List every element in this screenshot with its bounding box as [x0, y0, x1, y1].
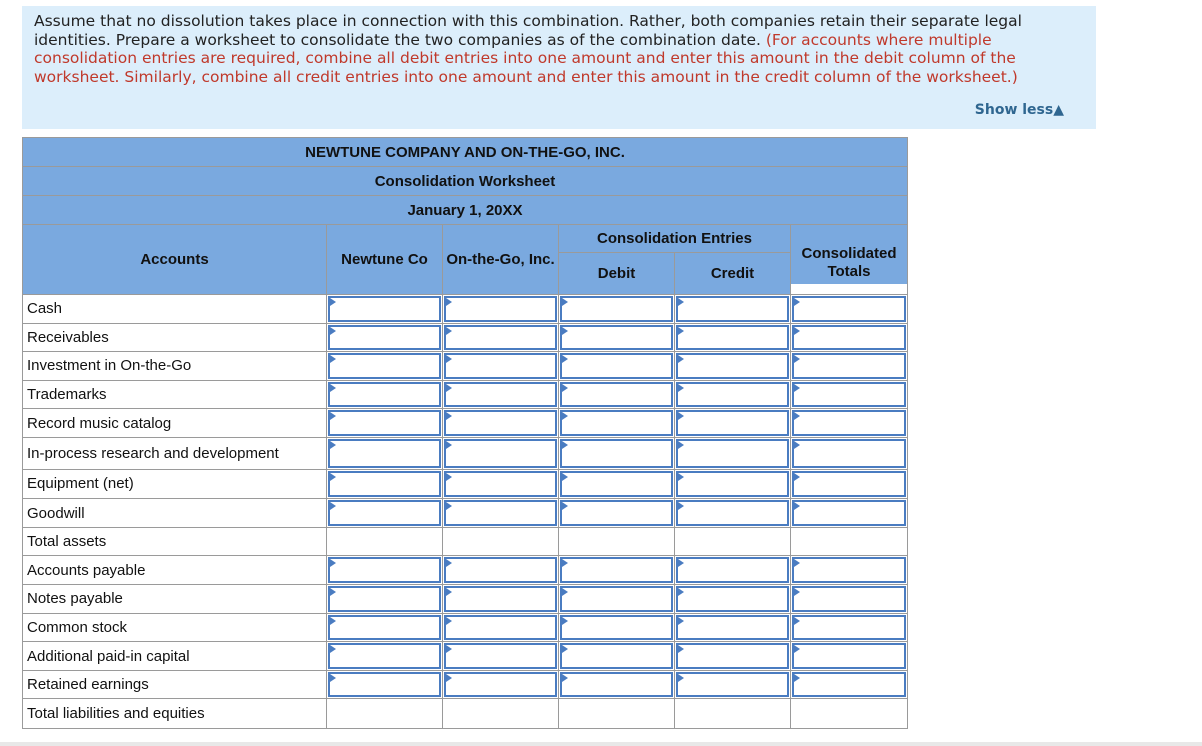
- input-marker-icon: [562, 502, 568, 510]
- newtune-total-cell: [327, 527, 443, 556]
- input-marker-icon: [330, 617, 336, 625]
- onthego-cell: [443, 585, 559, 614]
- consolidated-cell: [791, 295, 908, 324]
- input-marker-icon: [794, 473, 800, 481]
- consolidated-input[interactable]: [792, 471, 906, 498]
- input-marker-icon: [562, 588, 568, 596]
- debit-input[interactable]: [560, 325, 673, 351]
- consolidated-total-cell: [791, 527, 908, 556]
- account-label: Equipment (net): [23, 469, 327, 499]
- worksheet-date: January 1, 20XX: [23, 196, 908, 225]
- debit-cell: [559, 670, 675, 699]
- credit-cell: [675, 323, 791, 352]
- debit-cell: [559, 469, 675, 499]
- newtune-input[interactable]: [328, 586, 441, 612]
- onthego-total-cell: [443, 527, 559, 556]
- credit-total-cell: [675, 527, 791, 556]
- consolidated-input[interactable]: [792, 382, 906, 408]
- worksheet-body: [23, 295, 908, 729]
- credit-column-header: Credit: [675, 253, 791, 295]
- input-marker-icon: [794, 298, 800, 306]
- consolidated-total-cell: [791, 699, 908, 729]
- table-row: [23, 499, 908, 528]
- onthego-total-cell: [443, 699, 559, 729]
- newtune-input[interactable]: [328, 353, 441, 379]
- account-label: Goodwill: [23, 499, 327, 528]
- consolidated-input[interactable]: [792, 325, 906, 351]
- input-marker-icon: [678, 327, 684, 335]
- onthego-input[interactable]: [444, 325, 557, 351]
- credit-cell: [675, 469, 791, 499]
- input-marker-icon: [794, 327, 800, 335]
- consolidated-cell: [791, 585, 908, 614]
- input-marker-icon: [678, 645, 684, 653]
- worksheet-subtitle: Consolidation Worksheet: [23, 167, 908, 196]
- table-row: [23, 409, 908, 438]
- input-marker-icon: [330, 355, 336, 363]
- debit-cell: [559, 380, 675, 409]
- newtune-input[interactable]: [328, 439, 441, 468]
- debit-cell: [559, 437, 675, 469]
- newtune-cell: [327, 469, 443, 499]
- consolidated-cell: [791, 642, 908, 671]
- worksheet-company-title: NEWTUNE COMPANY AND ON-THE-GO, INC.: [23, 138, 908, 167]
- triangle-up-icon: ▲: [1053, 102, 1064, 118]
- input-marker-icon: [678, 298, 684, 306]
- consolidated-input[interactable]: [792, 586, 906, 612]
- onthego-cell: [443, 323, 559, 352]
- account-label: Receivables: [23, 323, 327, 352]
- instructions-panel: [22, 6, 1096, 129]
- onthego-input[interactable]: [444, 586, 557, 612]
- account-label: Retained earnings: [23, 670, 327, 699]
- input-marker-icon: [446, 645, 452, 653]
- table-row: [23, 437, 908, 469]
- input-marker-icon: [562, 559, 568, 567]
- debit-total-cell: [559, 699, 675, 729]
- onthego-cell: [443, 352, 559, 381]
- input-marker-icon: [794, 502, 800, 510]
- consolidated-cell: [791, 556, 908, 585]
- consolidated-cell: [791, 670, 908, 699]
- newtune-input[interactable]: [328, 557, 441, 583]
- input-marker-icon: [330, 588, 336, 596]
- debit-cell: [559, 323, 675, 352]
- input-marker-icon: [446, 384, 452, 392]
- account-label: Total liabilities and equities: [23, 699, 327, 729]
- input-marker-icon: [330, 645, 336, 653]
- table-row: [23, 352, 908, 381]
- account-label: Notes payable: [23, 585, 327, 614]
- onthego-cell: [443, 469, 559, 499]
- newtune-cell: [327, 409, 443, 438]
- instructions-note: (For accounts where multiple consolidation entries are required, combine all debit entries into one amount and enter this amount in the debit column of the worksheet. Similarly, combine all credit entries into one amount and enter this amount in the credit column of the worksheet.): [34, 30, 1018, 86]
- credit-cell: [675, 556, 791, 585]
- credit-cell: [675, 409, 791, 438]
- debit-input[interactable]: [560, 557, 673, 583]
- debit-column-header: Debit: [559, 253, 675, 295]
- credit-input[interactable]: [676, 325, 789, 351]
- table-row: [23, 699, 908, 729]
- onthego-cell: [443, 437, 559, 469]
- account-label: In-process research and development: [23, 437, 327, 469]
- input-marker-icon: [794, 645, 800, 653]
- newtune-cell: [327, 380, 443, 409]
- input-marker-icon: [794, 412, 800, 420]
- credit-input[interactable]: [676, 557, 789, 583]
- input-marker-icon: [678, 559, 684, 567]
- input-marker-icon: [678, 617, 684, 625]
- consolidated-cell: [791, 323, 908, 352]
- input-marker-icon: [446, 559, 452, 567]
- input-marker-icon: [678, 412, 684, 420]
- debit-cell: [559, 556, 675, 585]
- account-label: Trademarks: [23, 380, 327, 409]
- input-marker-icon: [794, 588, 800, 596]
- account-label: Accounts payable: [23, 556, 327, 585]
- newtune-cell: [327, 295, 443, 324]
- consolidated-cell: [791, 499, 908, 528]
- debit-input[interactable]: [560, 439, 673, 468]
- input-marker-icon: [678, 473, 684, 481]
- credit-input[interactable]: [676, 586, 789, 612]
- credit-cell: [675, 352, 791, 381]
- show-less-link[interactable]: [975, 101, 1064, 120]
- credit-cell: [675, 613, 791, 642]
- onthego-input[interactable]: [444, 643, 557, 669]
- newtune-input[interactable]: [328, 382, 441, 408]
- input-marker-icon: [678, 502, 684, 510]
- input-marker-icon: [794, 617, 800, 625]
- credit-cell: [675, 585, 791, 614]
- input-marker-icon: [446, 588, 452, 596]
- onthego-input[interactable]: [444, 672, 557, 698]
- debit-input[interactable]: [560, 615, 673, 641]
- credit-input[interactable]: [676, 615, 789, 641]
- credit-input[interactable]: [676, 439, 789, 468]
- newtune-input[interactable]: [328, 471, 441, 498]
- consolidated-input[interactable]: [792, 500, 906, 526]
- table-row: [23, 469, 908, 499]
- input-marker-icon: [794, 674, 800, 682]
- debit-input[interactable]: [560, 410, 673, 436]
- credit-input[interactable]: [676, 353, 789, 379]
- consolidated-input[interactable]: [792, 296, 906, 322]
- input-marker-icon: [330, 384, 336, 392]
- newtune-input[interactable]: [328, 325, 441, 351]
- input-marker-icon: [446, 327, 452, 335]
- consolidated-input[interactable]: [792, 615, 906, 641]
- show-less-label[interactable]: Show less: [974, 102, 1054, 118]
- input-marker-icon: [330, 473, 336, 481]
- input-marker-icon: [794, 355, 800, 363]
- input-marker-icon: [562, 441, 568, 449]
- debit-cell: [559, 295, 675, 324]
- input-marker-icon: [446, 502, 452, 510]
- instructions-text: Assume that no dissolution takes place in connection with this combination. Rather, both companies retain their separate legal identities. Prepare a worksheet to consolidate the two companies as of the combination date.: [34, 12, 1022, 49]
- input-marker-icon: [330, 674, 336, 682]
- debit-total-cell: [559, 527, 675, 556]
- consolidated-cell: [791, 352, 908, 381]
- input-marker-icon: [562, 384, 568, 392]
- consolidated-input[interactable]: [792, 439, 906, 468]
- debit-input[interactable]: [560, 296, 673, 322]
- onthego-input[interactable]: [444, 410, 557, 436]
- accounts-column-header: Accounts: [23, 225, 327, 295]
- onthego-input[interactable]: [444, 353, 557, 379]
- input-marker-icon: [562, 473, 568, 481]
- credit-input[interactable]: [676, 382, 789, 408]
- input-marker-icon: [446, 298, 452, 306]
- account-label: Common stock: [23, 613, 327, 642]
- consolidated-cell: [791, 380, 908, 409]
- credit-input[interactable]: [676, 471, 789, 498]
- credit-input[interactable]: [676, 672, 789, 698]
- input-marker-icon: [562, 674, 568, 682]
- newtune-cell: [327, 437, 443, 469]
- onthego-input[interactable]: [444, 471, 557, 498]
- credit-cell: [675, 295, 791, 324]
- newtune-cell: [327, 323, 443, 352]
- newtune-column-header: Newtune Co: [327, 225, 443, 295]
- onthego-cell: [443, 642, 559, 671]
- debit-cell: [559, 613, 675, 642]
- account-label: Investment in On-the-Go: [23, 352, 327, 381]
- input-marker-icon: [446, 473, 452, 481]
- input-marker-icon: [678, 384, 684, 392]
- input-marker-icon: [330, 412, 336, 420]
- newtune-total-cell: [327, 699, 443, 729]
- debit-cell: [559, 499, 675, 528]
- consolidated-input[interactable]: [792, 557, 906, 583]
- newtune-cell: [327, 352, 443, 381]
- credit-cell: [675, 670, 791, 699]
- newtune-cell: [327, 642, 443, 671]
- onthego-cell: [443, 380, 559, 409]
- table-row: [23, 323, 908, 352]
- table-row: [23, 556, 908, 585]
- input-marker-icon: [794, 559, 800, 567]
- input-marker-icon: [678, 674, 684, 682]
- input-marker-icon: [446, 412, 452, 420]
- account-label: Cash: [23, 295, 327, 324]
- account-label: Record music catalog: [23, 409, 327, 438]
- account-label: Total assets: [23, 527, 327, 556]
- credit-cell: [675, 642, 791, 671]
- input-marker-icon: [562, 645, 568, 653]
- input-marker-icon: [678, 441, 684, 449]
- onthego-input[interactable]: [444, 382, 557, 408]
- input-marker-icon: [446, 355, 452, 363]
- newtune-input[interactable]: [328, 410, 441, 436]
- debit-input[interactable]: [560, 672, 673, 698]
- debit-input[interactable]: [560, 500, 673, 526]
- consolidation-entries-header: Consolidation Entries: [559, 225, 791, 253]
- onthego-cell: [443, 499, 559, 528]
- input-marker-icon: [562, 298, 568, 306]
- input-marker-icon: [330, 559, 336, 567]
- input-marker-icon: [562, 412, 568, 420]
- debit-cell: [559, 409, 675, 438]
- onthego-column-header: On-the-Go, Inc.: [443, 225, 559, 295]
- input-marker-icon: [794, 441, 800, 449]
- input-marker-icon: [678, 355, 684, 363]
- onthego-input[interactable]: [444, 615, 557, 641]
- input-marker-icon: [446, 674, 452, 682]
- debit-input[interactable]: [560, 382, 673, 408]
- account-label: Additional paid-in capital: [23, 642, 327, 671]
- debit-cell: [559, 352, 675, 381]
- consolidated-input[interactable]: [792, 643, 906, 669]
- consolidated-column-header: Consolidated Totals: [791, 243, 908, 285]
- table-row: [23, 295, 908, 324]
- input-marker-icon: [446, 617, 452, 625]
- input-marker-icon: [330, 298, 336, 306]
- onthego-cell: [443, 613, 559, 642]
- credit-cell: [675, 499, 791, 528]
- debit-input[interactable]: [560, 643, 673, 669]
- onthego-cell: [443, 556, 559, 585]
- table-row: [23, 585, 908, 614]
- debit-input[interactable]: [560, 353, 673, 379]
- credit-cell: [675, 380, 791, 409]
- newtune-input[interactable]: [328, 672, 441, 698]
- consolidated-input[interactable]: [792, 353, 906, 379]
- input-marker-icon: [562, 355, 568, 363]
- newtune-input[interactable]: [328, 296, 441, 322]
- input-marker-icon: [794, 384, 800, 392]
- onthego-input[interactable]: [444, 296, 557, 322]
- onthego-cell: [443, 670, 559, 699]
- consolidated-cell: [791, 469, 908, 499]
- consolidation-worksheet: [22, 137, 908, 729]
- debit-cell: [559, 585, 675, 614]
- page-bottom-divider: [0, 742, 1202, 746]
- credit-input[interactable]: [676, 410, 789, 436]
- table-row: [23, 527, 908, 556]
- onthego-input[interactable]: [444, 439, 557, 468]
- newtune-input[interactable]: [328, 643, 441, 669]
- newtune-input[interactable]: [328, 500, 441, 526]
- consolidated-cell: [791, 613, 908, 642]
- consolidated-cell: [791, 437, 908, 469]
- newtune-cell: [327, 670, 443, 699]
- newtune-input[interactable]: [328, 615, 441, 641]
- input-marker-icon: [562, 617, 568, 625]
- credit-cell: [675, 437, 791, 469]
- credit-input[interactable]: [676, 500, 789, 526]
- debit-cell: [559, 642, 675, 671]
- onthego-cell: [443, 295, 559, 324]
- input-marker-icon: [446, 441, 452, 449]
- table-row: [23, 642, 908, 671]
- newtune-cell: [327, 613, 443, 642]
- credit-input[interactable]: [676, 643, 789, 669]
- input-marker-icon: [330, 502, 336, 510]
- input-marker-icon: [562, 327, 568, 335]
- onthego-input[interactable]: [444, 557, 557, 583]
- debit-input[interactable]: [560, 471, 673, 498]
- onthego-cell: [443, 409, 559, 438]
- table-row: [23, 613, 908, 642]
- onthego-input[interactable]: [444, 500, 557, 526]
- consolidated-input[interactable]: [792, 410, 906, 436]
- table-row: [23, 670, 908, 699]
- debit-input[interactable]: [560, 586, 673, 612]
- consolidated-cell: [791, 409, 908, 438]
- credit-input[interactable]: [676, 296, 789, 322]
- newtune-cell: [327, 499, 443, 528]
- input-marker-icon: [678, 588, 684, 596]
- input-marker-icon: [330, 441, 336, 449]
- newtune-cell: [327, 585, 443, 614]
- consolidated-input[interactable]: [792, 672, 906, 698]
- credit-total-cell: [675, 699, 791, 729]
- input-marker-icon: [330, 327, 336, 335]
- newtune-cell: [327, 556, 443, 585]
- table-row: [23, 380, 908, 409]
